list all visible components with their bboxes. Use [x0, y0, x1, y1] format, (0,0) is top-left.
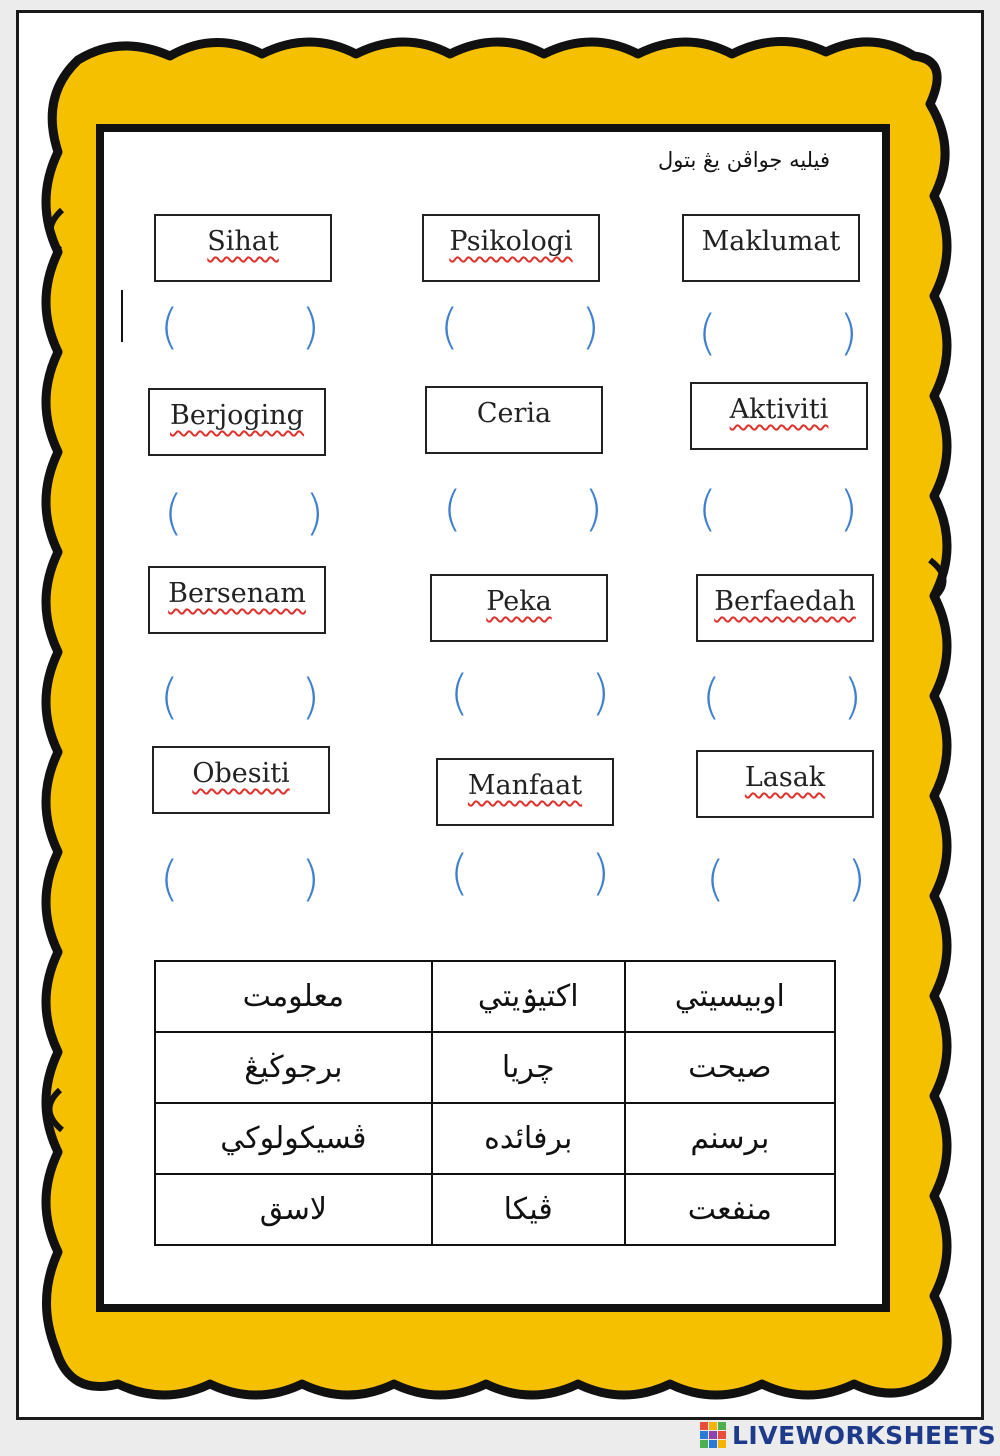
word-box-manfaat — [436, 758, 614, 826]
close-bracket-icon: ) — [581, 299, 600, 355]
word-label: Peka — [486, 586, 552, 617]
answer-blank-peka[interactable] — [450, 664, 610, 722]
word-box-lasak — [696, 750, 874, 818]
table-cell: معلومت — [155, 961, 432, 1032]
word-box-sihat — [154, 214, 332, 282]
word-box-peka — [430, 574, 608, 642]
open-bracket-icon: ( — [440, 299, 459, 355]
close-bracket-icon: ) — [584, 481, 603, 537]
open-bracket-icon: ( — [450, 665, 469, 721]
open-bracket-icon: ( — [443, 481, 462, 537]
word-label: Psikologi — [449, 226, 573, 257]
answer-blank-psikologi[interactable] — [440, 298, 600, 356]
instruction-text: فيليه جواڤن يڠ بتول — [658, 148, 830, 172]
open-bracket-icon: ( — [698, 305, 717, 361]
table-cell: صيحت — [625, 1032, 835, 1103]
word-label: Berfaedah — [714, 586, 856, 617]
answer-blank-berfaedah[interactable] — [702, 668, 862, 726]
open-bracket-icon: ( — [702, 669, 721, 725]
word-label: Bersenam — [168, 578, 306, 609]
word-box-berjoging — [148, 388, 326, 456]
table-cell: منفعت — [625, 1174, 835, 1245]
word-label: Obesiti — [192, 758, 290, 789]
word-label: Lasak — [744, 762, 826, 793]
jawi-answer-table — [154, 960, 836, 1246]
open-bracket-icon: ( — [160, 669, 179, 725]
table-row — [155, 961, 835, 1032]
open-bracket-icon: ( — [160, 299, 179, 355]
word-label: Aktiviti — [729, 394, 829, 425]
word-label: Ceria — [476, 398, 552, 429]
open-bracket-icon: ( — [698, 481, 717, 537]
liveworksheets-branding — [700, 1420, 996, 1450]
table-cell: لاسق — [155, 1174, 432, 1245]
answer-blank-berjoging[interactable] — [164, 484, 324, 542]
word-box-aktiviti — [690, 382, 868, 450]
close-bracket-icon: ) — [305, 485, 324, 541]
table-cell: برجوڬيڠ — [155, 1032, 432, 1103]
word-label: Manfaat — [467, 770, 583, 801]
close-bracket-icon: ) — [301, 669, 320, 725]
word-box-psikologi — [422, 214, 600, 282]
word-box-ceria — [425, 386, 603, 454]
close-bracket-icon: ) — [301, 299, 320, 355]
word-box-berfaedah — [696, 574, 874, 642]
word-box-maklumat — [682, 214, 860, 282]
word-label: Sihat — [207, 226, 279, 257]
table-cell: ڤيكا — [432, 1174, 625, 1245]
liveworksheets-logo-icon — [700, 1422, 726, 1448]
close-bracket-icon: ) — [591, 845, 610, 901]
text-cursor — [121, 290, 123, 342]
close-bracket-icon: ) — [301, 851, 320, 907]
close-bracket-icon: ) — [847, 851, 866, 907]
open-bracket-icon: ( — [164, 485, 183, 541]
table-cell: ڤسيكولوكي — [155, 1103, 432, 1174]
table-cell: برسنم — [625, 1103, 835, 1174]
answer-blank-aktiviti[interactable] — [698, 480, 858, 538]
close-bracket-icon: ) — [843, 669, 862, 725]
table-cell: اوبيسيتي — [625, 961, 835, 1032]
answer-blank-obesiti[interactable] — [160, 850, 320, 908]
close-bracket-icon: ) — [839, 305, 858, 361]
answer-blank-bersenam[interactable] — [160, 668, 320, 726]
word-label: Maklumat — [701, 226, 841, 257]
close-bracket-icon: ) — [839, 481, 858, 537]
answer-blank-ceria[interactable] — [443, 480, 603, 538]
close-bracket-icon: ) — [591, 665, 610, 721]
table-cell: چريا — [432, 1032, 625, 1103]
open-bracket-icon: ( — [706, 851, 725, 907]
open-bracket-icon: ( — [450, 845, 469, 901]
table-cell: برفائده — [432, 1103, 625, 1174]
brand-name: LIVEWORKSHEETS — [732, 1420, 997, 1450]
answer-blank-sihat[interactable] — [160, 298, 320, 356]
table-row — [155, 1103, 835, 1174]
table-row — [155, 1174, 835, 1245]
table-row — [155, 1032, 835, 1103]
open-bracket-icon: ( — [160, 851, 179, 907]
answer-blank-maklumat[interactable] — [698, 304, 858, 362]
answer-blank-manfaat[interactable] — [450, 844, 610, 902]
answer-blank-lasak[interactable] — [706, 850, 866, 908]
table-cell: اكتيۏيتي — [432, 961, 625, 1032]
word-label: Berjoging — [170, 400, 304, 431]
word-box-obesiti — [152, 746, 330, 814]
word-box-bersenam — [148, 566, 326, 634]
